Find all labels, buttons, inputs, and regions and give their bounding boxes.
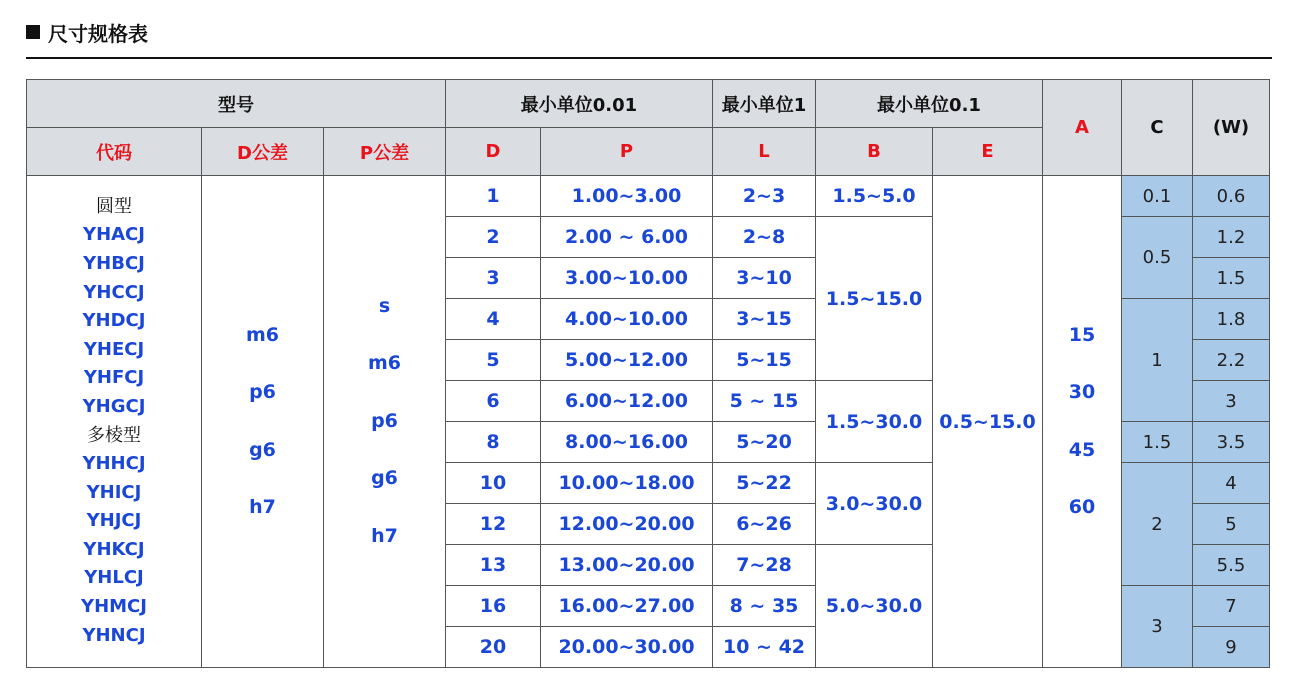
header-col-c: C bbox=[1122, 80, 1193, 176]
header-min-unit-01: 最小单位0.1 bbox=[816, 80, 1043, 128]
header-model-group: 型号 bbox=[27, 80, 446, 128]
header-col-code: 代码 bbox=[27, 128, 202, 176]
p-tolerance-cell bbox=[324, 176, 446, 668]
l-cell: 2~8 bbox=[713, 217, 816, 258]
a-item: 15 bbox=[1068, 323, 1096, 346]
code-item: YHACJ bbox=[83, 224, 145, 246]
code-cell bbox=[27, 176, 202, 668]
d-tolerance-item: h7 bbox=[249, 496, 276, 518]
code-item: YHLCJ bbox=[84, 567, 144, 589]
code-item: YHGCJ bbox=[82, 395, 146, 417]
b-cell: 5.0~30.0 bbox=[816, 545, 933, 668]
w-cell: 3.5 bbox=[1193, 422, 1270, 463]
d-cell: 2 bbox=[446, 217, 541, 258]
w-cell: 5.5 bbox=[1193, 545, 1270, 586]
w-cell: 0.6 bbox=[1193, 176, 1270, 217]
header-col-l: L bbox=[713, 128, 816, 176]
table-row bbox=[27, 176, 1270, 217]
header-min-unit-1: 最小单位1 bbox=[713, 80, 816, 128]
section-title-text: 尺寸规格表 bbox=[48, 21, 148, 46]
b-cell: 1.5~15.0 bbox=[816, 217, 933, 381]
d-tolerance-item: p6 bbox=[249, 381, 276, 403]
code-item: YHCCJ bbox=[83, 281, 145, 303]
header-col-w: (W) bbox=[1193, 80, 1270, 176]
p-cell: 16.00~27.00 bbox=[541, 586, 713, 627]
c-cell: 1.5 bbox=[1122, 422, 1193, 463]
c-cell: 0.1 bbox=[1122, 176, 1193, 217]
header-col-d: D bbox=[446, 128, 541, 176]
p-cell: 5.00~12.00 bbox=[541, 340, 713, 381]
w-cell: 1.2 bbox=[1193, 217, 1270, 258]
w-cell: 2.2 bbox=[1193, 340, 1270, 381]
a-item: 60 bbox=[1068, 496, 1096, 518]
p-cell: 1.00~3.00 bbox=[541, 176, 713, 217]
p-cell: 4.00~10.00 bbox=[541, 299, 713, 340]
l-cell: 3~15 bbox=[713, 299, 816, 340]
p-cell: 10.00~18.00 bbox=[541, 463, 713, 504]
w-cell: 5 bbox=[1193, 504, 1270, 545]
d-cell: 8 bbox=[446, 422, 541, 463]
l-cell: 5~15 bbox=[713, 340, 816, 381]
p-cell: 2.00 ~ 6.00 bbox=[541, 217, 713, 258]
l-cell: 5 ~ 15 bbox=[713, 381, 816, 422]
e-cell: 0.5~15.0 bbox=[933, 176, 1043, 668]
p-tolerance-item: h7 bbox=[371, 524, 398, 547]
code-item: YHICJ bbox=[86, 481, 142, 503]
c-cell: 3 bbox=[1122, 586, 1193, 668]
p-tolerance-item: g6 bbox=[371, 467, 398, 490]
b-cell: 1.5~30.0 bbox=[816, 381, 933, 463]
code-item: YHNCJ bbox=[82, 624, 146, 646]
header-col-a: A bbox=[1043, 80, 1122, 176]
a-item: 45 bbox=[1068, 438, 1096, 461]
a-item: 30 bbox=[1068, 381, 1096, 403]
p-cell: 6.00~12.00 bbox=[541, 381, 713, 422]
l-cell: 10 ~ 42 bbox=[713, 627, 816, 668]
p-cell: 8.00~16.00 bbox=[541, 422, 713, 463]
w-cell: 7 bbox=[1193, 586, 1270, 627]
code-item: YHDCJ bbox=[82, 310, 146, 332]
header-col-dtol: D公差 bbox=[202, 128, 324, 176]
square-bullet-icon bbox=[26, 25, 40, 39]
p-cell: 20.00~30.00 bbox=[541, 627, 713, 668]
d-cell: 3 bbox=[446, 258, 541, 299]
w-cell: 3 bbox=[1193, 381, 1270, 422]
l-cell: 5~20 bbox=[713, 422, 816, 463]
code-item: YHECJ bbox=[83, 338, 145, 360]
d-cell: 10 bbox=[446, 463, 541, 504]
b-cell: 1.5~5.0 bbox=[816, 176, 933, 217]
code-category-round: 圆型 bbox=[96, 195, 132, 217]
c-cell: 0.5 bbox=[1122, 217, 1193, 299]
l-cell: 7~28 bbox=[713, 545, 816, 586]
l-cell: 2~3 bbox=[713, 176, 816, 217]
code-item: YHMCJ bbox=[81, 596, 147, 618]
title-divider bbox=[26, 57, 1272, 59]
code-item: YHHCJ bbox=[82, 453, 146, 475]
code-item: YHFCJ bbox=[83, 367, 145, 389]
l-cell: 3~10 bbox=[713, 258, 816, 299]
header-col-ptol: P公差 bbox=[324, 128, 446, 176]
w-cell: 9 bbox=[1193, 627, 1270, 668]
code-item: YHKCJ bbox=[83, 538, 145, 560]
l-cell: 8 ~ 35 bbox=[713, 586, 816, 627]
d-cell: 12 bbox=[446, 504, 541, 545]
w-cell: 1.5 bbox=[1193, 258, 1270, 299]
d-cell: 1 bbox=[446, 176, 541, 217]
c-cell: 1 bbox=[1122, 299, 1193, 422]
w-cell: 4 bbox=[1193, 463, 1270, 504]
header-col-p: P bbox=[541, 128, 713, 176]
code-category-polygon: 多棱型 bbox=[87, 424, 141, 446]
d-cell: 20 bbox=[446, 627, 541, 668]
code-item: YHBCJ bbox=[83, 252, 145, 274]
section-title bbox=[26, 16, 148, 48]
p-cell: 12.00~20.00 bbox=[541, 504, 713, 545]
code-item: YHJCJ bbox=[86, 510, 142, 532]
p-tolerance-item: m6 bbox=[367, 352, 402, 375]
p-tolerance-item: p6 bbox=[371, 409, 398, 432]
w-cell: 1.8 bbox=[1193, 299, 1270, 340]
header-col-e: E bbox=[933, 128, 1043, 176]
a-cell bbox=[1043, 176, 1122, 668]
spec-table bbox=[26, 79, 1270, 668]
b-cell: 3.0~30.0 bbox=[816, 463, 933, 545]
d-cell: 6 bbox=[446, 381, 541, 422]
l-cell: 5~22 bbox=[713, 463, 816, 504]
p-cell: 3.00~10.00 bbox=[541, 258, 713, 299]
c-cell: 2 bbox=[1122, 463, 1193, 586]
p-tolerance-item: s bbox=[378, 294, 391, 317]
header-col-b: B bbox=[816, 128, 933, 176]
d-cell: 13 bbox=[446, 545, 541, 586]
header-min-unit-001: 最小单位0.01 bbox=[446, 80, 713, 128]
d-cell: 16 bbox=[446, 586, 541, 627]
d-cell: 4 bbox=[446, 299, 541, 340]
l-cell: 6~26 bbox=[713, 504, 816, 545]
d-cell: 5 bbox=[446, 340, 541, 381]
d-tolerance-item: g6 bbox=[249, 438, 276, 461]
d-tolerance-cell bbox=[202, 176, 324, 668]
p-cell: 13.00~20.00 bbox=[541, 545, 713, 586]
d-tolerance-item: m6 bbox=[245, 323, 280, 346]
